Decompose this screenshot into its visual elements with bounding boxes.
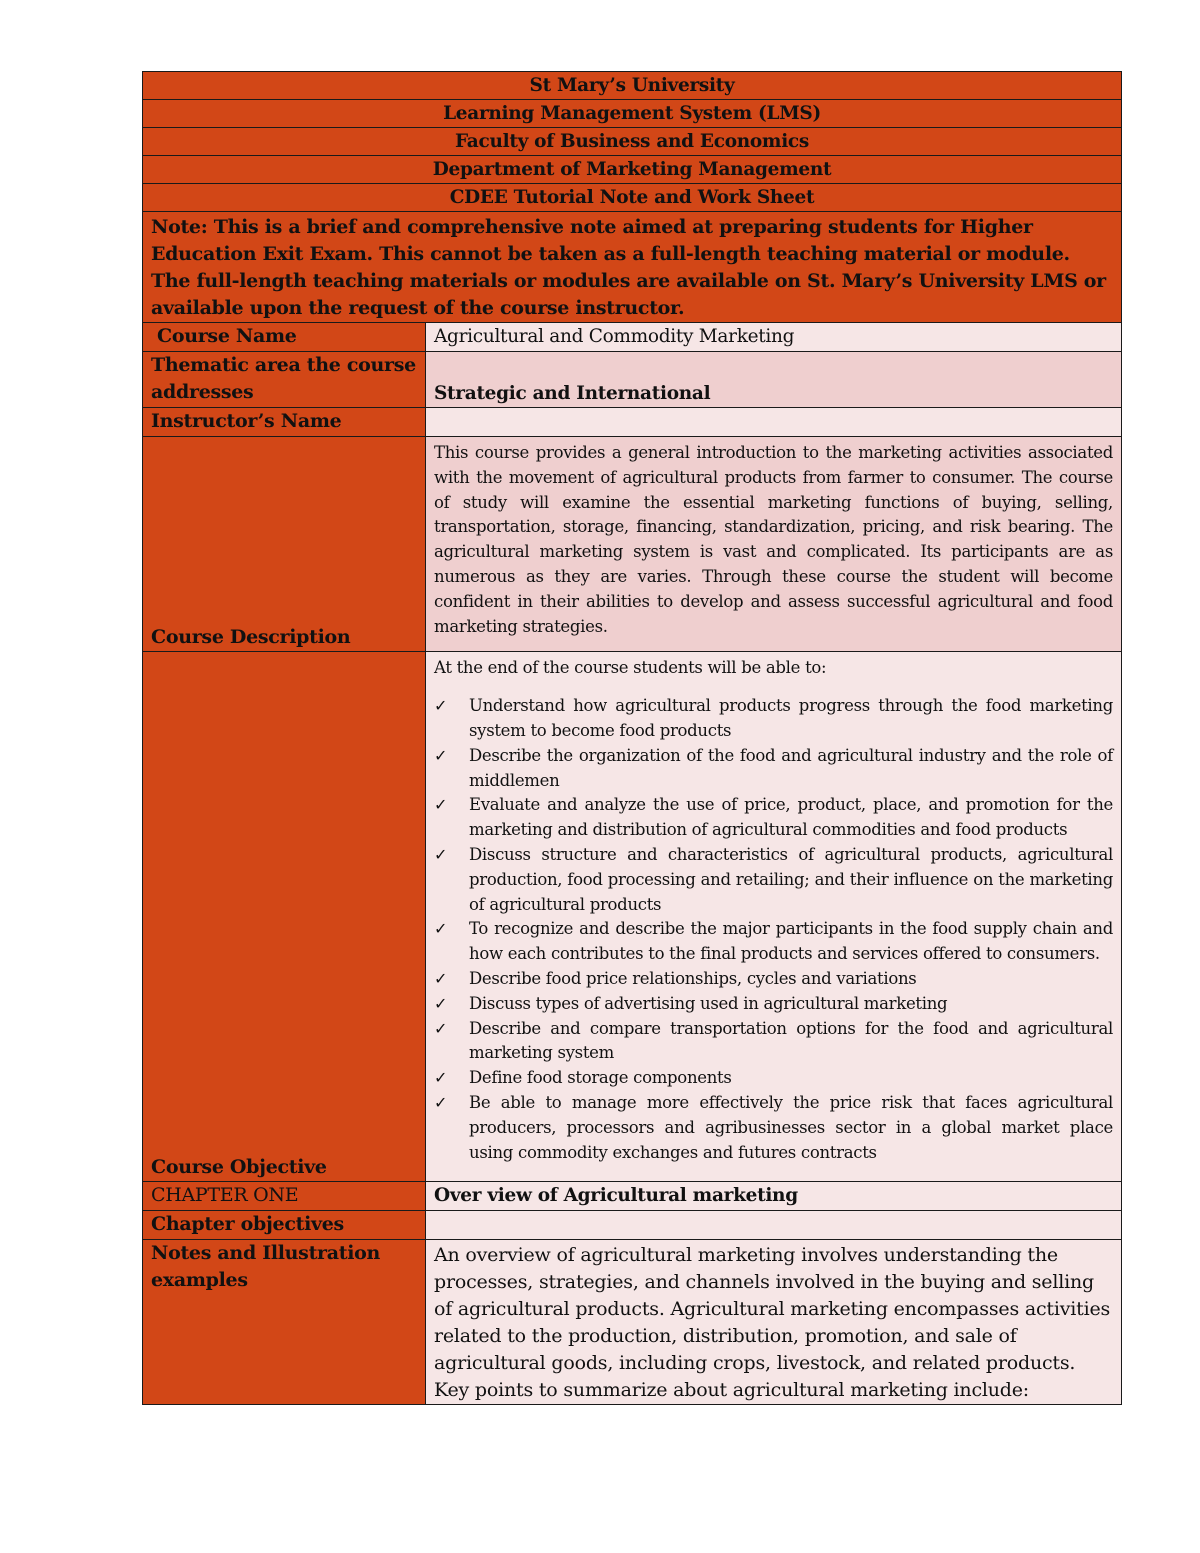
notes-label: Notes and Illustration examples (143, 1240, 426, 1405)
objective-item (434, 992, 1113, 1017)
checkmark-icon: ✓ (434, 1018, 448, 1038)
instructor-name-label: Instructor’s Name (143, 408, 426, 437)
checkmark-icon: ✓ (434, 919, 448, 939)
course-name-value: Agricultural and Commodity Marketing (426, 323, 1122, 352)
objective-item (434, 694, 1113, 744)
checkmark-icon: ✓ (434, 1092, 448, 1112)
course-objective-label: Course Objective (143, 652, 426, 1182)
objective-text: Describe and compare transportation options for the food and agricultural marketing system (469, 1018, 1113, 1063)
objective-intro: At the end of the course students will be able to: (434, 658, 827, 678)
course-name-label: Course Name (143, 323, 426, 352)
objective-item (434, 1091, 1113, 1165)
objective-text: Describe food price relationships, cycles and variations (469, 968, 917, 988)
objective-item (434, 967, 1113, 992)
objective-text: Be able to manage more effectively the price risk that faces agricultural producers, processors and agribusinesses sector in a global market place using commodity exchanges and futures contracts (469, 1092, 1113, 1162)
chapter-label: CHAPTER ONE (143, 1182, 426, 1211)
course-objective-cell (426, 652, 1122, 1182)
course-description-text: This course provides a general introduction to the marketing activities associated with the movement of agricultural products from farmer to consumer. The course of study will examine the essential marketing functions of buying, selling, transportation, storage, financing, standardization, pricing, and risk bearing. The agricultural marketing system is vast and complicated. Its participants are as numerous as they are varies. Through these course the student will become confident in their abilities to develop and assess successful agricultural and food marketing strategies. (426, 437, 1122, 652)
checkmark-icon: ✓ (434, 1068, 448, 1088)
chapter-title: Over view of Agricultural marketing (426, 1182, 1122, 1211)
checkmark-icon: ✓ (434, 993, 448, 1013)
document-type-title: CDEE Tutorial Note and Work Sheet (143, 184, 1122, 212)
objective-item (434, 1066, 1113, 1091)
instructor-name-value (426, 408, 1122, 437)
objective-text: Describe the organization of the food and agricultural industry and the role of middlemen (469, 745, 1113, 790)
checkmark-icon: ✓ (434, 795, 448, 815)
document-page (142, 71, 1121, 1405)
objective-item (434, 793, 1113, 843)
objective-text: Discuss types of advertising used in agricultural marketing (469, 993, 948, 1013)
notes-paragraph: An overview of agricultural marketing involves understanding the processes, strategies, and channels involved in the buying and selling of agricultural products. Agricultural marketing encompasses activities related to the production, distribution, promotion, and sale of agricultural goods, including crops, livestock, and related products. (434, 1244, 1111, 1375)
system-title: Learning Management System (LMS) (143, 100, 1122, 128)
checkmark-icon: ✓ (434, 696, 448, 716)
chapter-objectives-label: Chapter objectives (143, 1211, 426, 1240)
course-info-table (142, 71, 1122, 1405)
objective-text: Evaluate and analyze the use of price, product, place, and promotion for the marketing and distribution of agricultural commodities and food products (469, 795, 1113, 840)
checkmark-icon: ✓ (434, 968, 448, 988)
checkmark-icon: ✓ (434, 844, 448, 864)
thematic-area-value: Strategic and International (426, 352, 1122, 408)
exit-exam-note: Note: This is a brief and comprehensive note aimed at preparing students for Higher Education Exit Exam. This cannot be taken as a full-length teaching material or module. The full-length teaching materials or modules are available on St. Mary’s University LMS or available upon the request of the course instructor. (143, 212, 1122, 323)
objective-list (434, 694, 1113, 1165)
notes-cell (426, 1240, 1122, 1405)
objective-text: Understand how agricultural products progress through the food marketing system to become food products (469, 696, 1113, 740)
thematic-area-label: Thematic area the course addresses (143, 352, 426, 408)
objective-item (434, 1017, 1113, 1067)
objective-text: To recognize and describe the major participants in the food supply chain and how each contributes to the final products and services offered to consumers. (469, 919, 1113, 964)
course-description-label: Course Description (143, 437, 426, 652)
checkmark-icon: ✓ (434, 745, 448, 765)
objective-text: Define food storage components (469, 1068, 732, 1088)
chapter-objectives-value (426, 1211, 1122, 1240)
objective-item (434, 843, 1113, 917)
department-title: Department of Marketing Management (143, 156, 1122, 184)
objective-item (434, 744, 1113, 794)
notes-key-points-intro: Key points to summarize about agricultural marketing include: (434, 1379, 1030, 1402)
objective-text: Discuss structure and characteristics of agricultural products, agricultural production, food processing and retailing; and their influence on the marketing of agricultural products (469, 844, 1113, 914)
objective-item (434, 917, 1113, 967)
faculty-title: Faculty of Business and Economics (143, 128, 1122, 156)
university-title: St Mary’s University (143, 72, 1122, 100)
